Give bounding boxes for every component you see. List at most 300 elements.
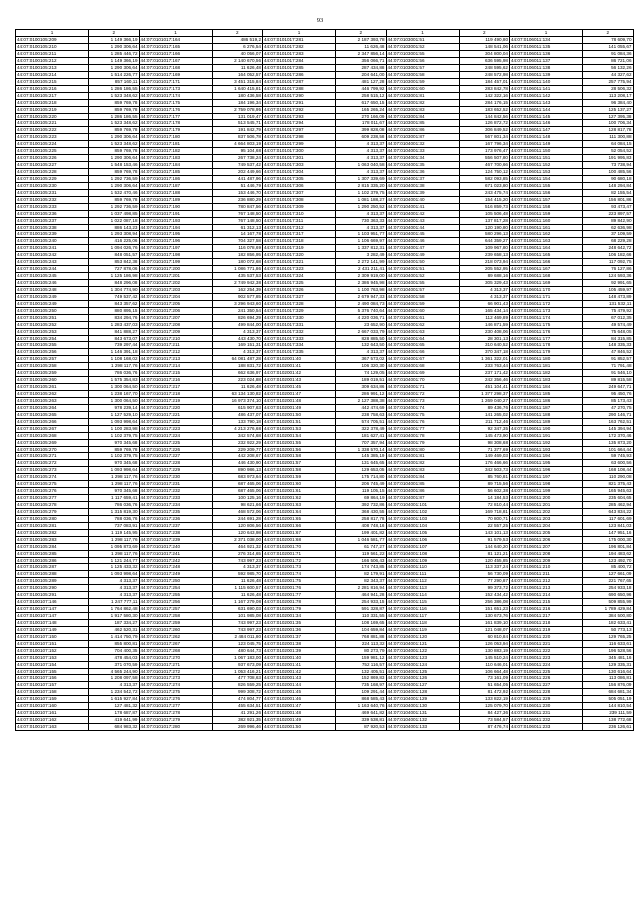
cadastral-number-cell: 44:07:0101017:256 [139,599,212,606]
cadastral-value-cell: 767 148,50 [212,210,263,217]
cadastral-value-cell: 683 973,64 [212,474,263,481]
cadastral-value-cell: 68 229,28 [583,238,634,245]
cadastral-number-cell: 44:07:0100105:219 [16,106,89,113]
cadastral-number-cell: 44:07:0100105:285 [16,550,89,557]
cadastral-value-cell: 91 546,10 [583,370,634,377]
cadastral-value-cell: 109 967,80 [459,245,510,252]
cadastral-number-cell: 44:07:0106011:161 [510,224,583,231]
cadastral-number-cell: 44:07:0100105:252 [16,321,89,328]
cadastral-number-cell: 44:07:0104001:45 [386,231,459,238]
cadastral-number-cell: 44:07:0102001:79 [263,606,336,613]
cadastral-value-cell: 101 985,08 [212,613,263,620]
table-row [16,599,634,606]
table-row [16,606,634,613]
cadastral-value-cell: 1 234 542,72 [89,689,140,696]
cadastral-value-cell: 1 290 306,64 [89,64,140,71]
cadastral-number-cell: 44:07:0103001:55 [386,51,459,58]
cadastral-number-cell: 44:07:0102001:71 [263,550,336,557]
cadastral-number-cell: 44:07:0101017:236 [139,515,212,522]
cadastral-value-cell: 187 334,27 [89,619,140,626]
cadastral-value-cell: 111 300,88 [583,134,634,141]
cadastral-value-cell: 89 842,90 [583,217,634,224]
cadastral-value-cell: 257 775,94 [583,78,634,85]
cadastral-value-cell: 11 626,48 [212,578,263,585]
cadastral-number-cell: 44:07:0102001:75 [263,578,336,585]
cadastral-number-cell: 44:07:0100105:265 [16,411,89,418]
cadastral-value-cell: 224 113,32 [336,640,387,647]
cadastral-number-cell: 44:07:0104001:112 [386,578,459,585]
cadastral-number-cell: 44:07:0100105:268 [16,432,89,439]
table-row [16,675,634,682]
cadastral-number-cell: 44:07:0101017:284 [263,58,336,65]
table-row [16,224,634,231]
cadastral-value-cell: 609 238,58 [336,134,387,141]
cadastral-value-cell: 868 585,43 [336,696,387,703]
cadastral-value-cell: 1 298 117,76 [89,363,140,370]
cadastral-value-cell: 1 615 927,84 [89,696,140,703]
cadastral-number-cell: 44:07:0101017:211 [139,342,212,349]
cadastral-number-cell: 44:07:0102001:66 [263,522,336,529]
cadastral-value-cell: 145 510,24 [459,654,510,661]
cadastral-value-cell: 1 523 348,62 [89,120,140,127]
cadastral-value-cell: 1 338 570,14 [336,446,387,453]
cadastral-value-cell: 826 559,25 [212,682,263,689]
cadastral-value-cell: 180 072,68 [212,259,263,266]
table-header-row [16,30,634,37]
cadastral-value-cell: 146 871,59 [459,321,510,328]
cadastral-value-cell: 175 000,30 [583,536,634,543]
cadastral-value-cell: 322 378,49 [336,425,387,432]
cadastral-value-cell: 1 269 040,27 [459,397,510,404]
cadastral-value-cell: 1 149 366,19 [89,37,140,44]
cadastral-value-cell: 175 714,80 [336,474,387,481]
cadastral-value-cell: 135 873,20 [583,439,634,446]
cadastral-value-cell: 152 869,83 [336,675,387,682]
cadastral-number-cell: 44:07:0100105:288 [16,571,89,578]
cadastral-value-cell: 902 577,85 [212,293,263,300]
cadastral-value-cell: 243 475,74 [459,189,510,196]
cadastral-number-cell: 44:07:0104001:128 [386,689,459,696]
cadastral-value-cell: 113 086,81 [583,675,634,682]
cadastral-number-cell: 44:07:0100105:258 [16,363,89,370]
cadastral-value-cell: 1 304 774,90 [89,286,140,293]
table-row [16,411,634,418]
cadastral-value-cell: 837 506,78 [212,134,263,141]
cadastral-value-cell: 148 473,89 [583,293,634,300]
table-row [16,647,634,654]
cadastral-number-cell: 44:07:0106011:172 [510,300,583,307]
cadastral-number-cell: 44:07:0101017:197 [139,245,212,252]
cadastral-value-cell: 66 901,43 [459,300,510,307]
cadastral-number-cell: 44:07:0102001:77 [263,592,336,599]
cadastral-value-cell: 196 801,84 [583,543,634,550]
cadastral-value-cell: 178 011,67 [336,120,387,127]
cadastral-number-cell: 44:07:0101017:297 [263,127,336,134]
cadastral-number-cell: 44:07:0101017:318 [263,238,336,245]
cadastral-value-cell: 96 384,40 [583,99,634,106]
cadastral-value-cell: 392 732,86 [336,502,387,509]
cadastral-number-cell: 44:07:0104001:102 [386,508,459,515]
table-row [16,99,634,106]
cadastral-number-cell: 44:07:0102001:56 [263,446,336,453]
cadastral-number-cell: 44:07:0104001:43 [386,217,459,224]
cadastral-value-cell: 516 859,73 [459,203,510,210]
cadastral-value-cell: 178 687,87 [89,710,140,717]
cadastral-number-cell: 44:07:0104001:71 [386,384,459,391]
cadastral-value-cell: 56 602,38 [459,488,510,495]
cadastral-number-cell: 44:07:0100105:209 [16,37,89,44]
table-row [16,51,634,58]
cadastral-number-cell: 44:07:0104001:126 [386,675,459,682]
cadastral-number-cell: 44:07:0106011:225 [510,668,583,675]
cadastral-number-cell: 44:07:0106011:165 [510,252,583,259]
cadastral-number-cell: 44:07:0104001:80 [386,446,459,453]
cadastral-number-cell: 44:07:0100105:228 [16,169,89,176]
cadastral-number-cell: 44:07:0101017:279 [139,717,212,724]
cadastral-value-cell: 4 313,37 [212,564,263,571]
cadastral-value-cell: 4 313,37 [336,169,387,176]
cadastral-value-cell: 290 146,71 [583,411,634,418]
table-row [16,682,634,689]
cadastral-value-cell: 239 658,13 [459,252,510,259]
cadastral-number-cell: 44:07:0106011:187 [510,404,583,411]
table-row [16,578,634,585]
table-row [16,280,634,287]
table-row [16,314,634,321]
cadastral-value-cell: 119 561,22 [336,550,387,557]
table-row [16,522,634,529]
cadastral-value-cell: 169 151,31 [212,342,263,349]
cadastral-number-cell: 44:07:0101017:308 [263,196,336,203]
cadastral-value-cell: 481 127,28 [336,78,387,85]
cadastral-number-cell: 44:07:0101017:268 [139,647,212,654]
cadastral-value-cell: 142 322,16 [459,92,510,99]
cadastral-value-cell: 1 095 873,69 [89,543,140,550]
cadastral-number-cell: 44:07:0100107:146 [16,599,89,606]
cadastral-value-cell: 165 265,24 [336,106,387,113]
cadastral-value-cell: 1 764 862,48 [89,606,140,613]
cadastral-value-cell: 44 327,62 [583,71,634,78]
cadastral-value-cell: 143 101,13 [459,529,510,536]
cadastral-value-cell: 442 208,67 [212,453,263,460]
cadastral-number-cell: 44:07:0101017:229 [139,467,212,474]
cadastral-number-cell: 44:07:0100105:253 [16,328,89,335]
cadastral-number-cell: 44:07:0106011:169 [510,280,583,287]
cadastral-number-cell: 44:07:0101017:231 [139,481,212,488]
cadastral-value-cell: 105 506,48 [459,210,510,217]
cadastral-value-cell: 258 817,78 [336,515,387,522]
cadastral-value-cell: 235 604,65 [583,495,634,502]
cadastral-number-cell: 44:07:0102001:63 [263,502,336,509]
cadastral-value-cell: 2 386 945,98 [336,280,387,287]
cadastral-number-cell: 44:07:0106011:141 [510,85,583,92]
cadastral-value-cell: 129 765,25 [583,633,634,640]
cadastral-value-cell: 435 537,53 [212,273,263,280]
cadastral-value-cell: 1 093 998,64 [89,571,140,578]
cadastral-number-cell: 44:07:0101017:206 [139,307,212,314]
cadastral-value-cell: 1 093 998,64 [89,418,140,425]
cadastral-number-cell: 44:07:0106011:175 [510,321,583,328]
cadastral-number-cell: 44:07:0106011:152 [510,162,583,169]
cadastral-number-cell: 44:07:0100105:287 [16,564,89,571]
cadastral-value-cell: 4 313,37 [336,349,387,356]
cadastral-number-cell: 44:07:0104001:124 [386,661,459,668]
table-row [16,640,634,647]
cadastral-number-cell: 44:07:0101017:332 [263,328,336,335]
cadastral-number-cell: 44:07:0101017:174 [139,92,212,99]
table-row [16,467,634,474]
cadastral-number-cell: 44:07:0103001:86 [386,127,459,134]
cadastral-value-cell: 173 976,47 [459,148,510,155]
cadastral-value-cell: 859 769,78 [89,446,140,453]
cadastral-number-cell: 44:07:0102001:39 [263,647,336,654]
cadastral-number-cell: 44:07:0100107:147 [16,613,89,620]
table-row [16,71,634,78]
cadastral-value-cell: 69 864,19 [336,495,387,502]
cadastral-number-cell: 44:07:0104001:57 [386,286,459,293]
cadastral-number-cell: 44:07:0100105:240 [16,238,89,245]
cadastral-number-cell: 44:07:0106011:213 [510,585,583,592]
cadastral-number-cell: 44:07:0104001:60 [386,307,459,314]
cadastral-value-cell: 120 643,98 [212,529,263,536]
table-row [16,217,634,224]
table-row [16,169,634,176]
table-row [16,564,634,571]
cadastral-number-cell: 44:07:0101017:319 [263,245,336,252]
cadastral-value-cell: 23 652,90 [336,321,387,328]
cadastral-number-cell: 44:07:0102001:73 [263,564,336,571]
cadastral-number-cell: 44:07:0104001:68 [386,363,459,370]
cadastral-number-cell: 44:07:0100107:149 [16,626,89,633]
cadastral-number-cell: 44:07:0102001:50 [263,724,336,731]
cadastral-number-cell: 44:07:0102001:72 [263,557,336,564]
cadastral-value-cell: 464 941,28 [336,592,387,599]
cadastral-number-cell: 44:07:0100105:280 [16,515,89,522]
cadastral-value-cell: 206 745,49 [336,481,387,488]
cadastral-value-cell: 81 472,92 [459,689,510,696]
cadastral-value-cell: 128 817,78 [583,127,634,134]
cadastral-value-cell: 704 327,58 [212,238,263,245]
cadastral-number-cell: 44:07:0100105:231 [16,189,89,196]
cadastral-number-cell: 44:07:0104001:66 [386,349,459,356]
cadastral-value-cell: 339 538,81 [336,717,387,724]
cadastral-number-cell: 44:07:0106011:163 [510,238,583,245]
cadastral-value-cell: 1 121 244,77 [89,557,140,564]
column-header: 1 [139,30,212,37]
cadastral-value-cell: 141 055,67 [583,44,634,51]
cadastral-number-cell: 44:07:0101017:167 [139,58,212,65]
cadastral-value-cell: 64 081 487,28 [212,356,263,363]
table-row [16,397,634,404]
cadastral-number-cell: 44:07:0100105:278 [16,502,89,509]
cadastral-number-cell: 44:07:0101017:171 [139,78,212,85]
cadastral-value-cell: 631 690,03 [212,606,263,613]
table-row [16,78,634,85]
cadastral-number-cell: 44:07:0100107:160 [16,703,89,710]
cadastral-number-cell: 44:07:0102001:47 [263,391,336,398]
cadastral-number-cell: 44:07:0100105:264 [16,404,89,411]
cadastral-value-cell: 116 633,61 [583,640,634,647]
cadastral-number-cell: 44:07:0106011:170 [510,286,583,293]
cadastral-number-cell: 44:07:0106011:171 [510,293,583,300]
cadastral-number-cell: 44:07:0101017:299 [263,141,336,148]
cadastral-value-cell: 1 298 117,76 [89,481,140,488]
cadastral-value-cell: 1 067 183,00 [212,654,263,661]
cadastral-value-cell: 254 933,18 [583,585,634,592]
table-row [16,495,634,502]
table-row [16,307,634,314]
cadastral-number-cell: 44:07:0100107:157 [16,682,89,689]
cadastral-value-cell: 101 664,44 [583,446,634,453]
table-row [16,175,634,182]
cadastral-value-cell: 87 476,74 [459,724,510,731]
cadastral-number-cell: 44:07:0100107:162 [16,717,89,724]
cadastral-value-cell: 75 479,92 [583,307,634,314]
cadastral-number-cell: 44:07:0102001:40 [263,654,336,661]
cadastral-value-cell: 41 291,26 [212,710,263,717]
cadastral-number-cell: 44:07:0100105:281 [16,522,89,529]
table-row [16,717,634,724]
cadastral-value-cell: 446 430,90 [212,460,263,467]
cadastral-number-cell: 44:07:0104001:79 [386,439,459,446]
cadastral-value-cell: 886 143,23 [89,224,140,231]
cadastral-number-cell: 44:07:0100105:275 [16,481,89,488]
cadastral-number-cell: 44:07:0106011:208 [510,550,583,557]
cadastral-number-cell: 44:07:0101017:312 [263,224,336,231]
cadastral-number-cell: 44:07:0106011:221 [510,640,583,647]
cadastral-value-cell: 4 313,37 [336,141,387,148]
cadastral-number-cell: 44:07:0100107:161 [16,710,89,717]
cadastral-number-cell: 44:07:0106011:153 [510,169,583,176]
cadastral-number-cell: 44:07:0104001:32 [386,141,459,148]
table-row [16,85,634,92]
cadastral-number-cell: 44:07:0106011:222 [510,647,583,654]
cadastral-number-cell: 44:07:0104001:81 [386,453,459,460]
cadastral-number-cell: 44:07:0101017:235 [139,508,212,515]
cadastral-value-cell: 93 473,47 [583,203,634,210]
cadastral-value-cell: 221 767,65 [583,578,634,585]
cadastral-number-cell: 44:07:0100105:217 [16,92,89,99]
cadastral-value-cell: 467 700,66 [459,162,510,169]
cadastral-value-cell: 451 104,41 [459,384,510,391]
cadastral-value-cell: 1 108 168,02 [89,356,140,363]
cadastral-value-cell: 196 528,56 [583,647,634,654]
cadastral-value-cell: 85 173,43 [583,397,634,404]
cadastral-value-cell: 1 286 186,55 [89,85,140,92]
cadastral-number-cell: 44:07:0101017:180 [139,134,212,141]
cadastral-number-cell: 44:07:0104001:40 [386,196,459,203]
cadastral-value-cell: 1 127 529,10 [89,411,140,418]
cadastral-value-cell: 592 985,70 [212,571,263,578]
cadastral-value-cell: 166 506,43 [336,557,387,564]
cadastral-value-cell: 89 688,16 [459,273,510,280]
cadastral-number-cell: 44:07:0106011:203 [510,515,583,522]
cadastral-value-cell: 310 640,52 [459,342,510,349]
cadastral-number-cell: 44:07:0100105:226 [16,155,89,162]
table-row [16,654,634,661]
cadastral-number-cell: 44:07:0100107:163 [16,724,89,731]
cadastral-number-cell: 44:07:0103001:85 [386,120,459,127]
table-row [16,293,634,300]
table-row [16,363,634,370]
cadastral-number-cell: 44:07:0106011:151 [510,155,583,162]
cadastral-value-cell: 287 434,88 [336,64,387,71]
cadastral-value-cell: 232 922,29 [212,439,263,446]
table-row [16,585,634,592]
cadastral-number-cell: 44:07:0100105:230 [16,182,89,189]
cadastral-value-cell: 159 981,12 [336,654,387,661]
cadastral-value-cell: 767 148,50 [212,217,263,224]
cadastral-number-cell: 44:07:0106011:189 [510,418,583,425]
cadastral-value-cell: 249 647,71 [583,384,634,391]
cadastral-number-cell: 44:07:0102001:51 [263,418,336,425]
cadastral-value-cell: 285 462,94 [583,502,634,509]
cadastral-value-cell: 2 484 011,80 [212,633,263,640]
cadastral-value-cell: 1 125 186,98 [89,273,140,280]
table-row [16,356,634,363]
cadastral-number-cell: 44:07:0101017:276 [139,696,212,703]
cadastral-number-cell: 44:07:0100105:272 [16,460,89,467]
cadastral-value-cell: 82 155,54 [583,189,634,196]
cadastral-number-cell: 44:07:0102001:45 [263,689,336,696]
cadastral-value-cell: 859 769,78 [89,148,140,155]
cadastral-number-cell: 44:07:0101017:184 [139,162,212,169]
cadastral-number-cell: 44:07:0100107:159 [16,696,89,703]
cadastral-value-cell: 230 408,06 [459,328,510,335]
cadastral-value-cell: 11 626,48 [212,384,263,391]
cadastral-value-cell: 591 328,87 [336,606,387,613]
cadastral-value-cell: 61 312,13 [212,224,263,231]
cadastral-number-cell: 44:07:0106011:229 [510,696,583,703]
cadastral-value-cell: 1 046 581,77 [336,536,387,543]
cadastral-value-cell: 145 473,90 [459,432,510,439]
cadastral-value-cell: 189 019,51 [336,377,387,384]
cadastral-value-cell: 218 073,94 [459,259,510,266]
cadastral-value-cell: 304 800,04 [459,51,510,58]
cadastral-number-cell: 44:07:0100107:155 [16,668,89,675]
cadastral-number-cell: 44:07:0100105:225 [16,148,89,155]
cadastral-value-cell: 123 045,75 [212,640,263,647]
cadastral-number-cell: 44:07:0106011:198 [510,481,583,488]
cadastral-number-cell: 44:07:0104001:104 [386,522,459,529]
cadastral-number-cell: 44:07:0101017:204 [139,293,212,300]
cadastral-value-cell: 117 092,75 [583,259,634,266]
cadastral-number-cell: 44:07:0101017:333 [263,335,336,342]
cadastral-value-cell: 2 371 038,00 [212,536,263,543]
table-row [16,689,634,696]
cadastral-number-cell: 44:07:0102001:49 [263,404,336,411]
cadastral-number-cell: 44:07:0104001:44 [386,224,459,231]
table-row [16,335,634,342]
column-header: 1 [510,30,583,37]
cadastral-number-cell: 44:07:0102001:40 [263,356,336,363]
cadastral-value-cell: 1 094 026,76 [89,245,140,252]
cadastral-value-cell: 76 127,86 [583,266,634,273]
cadastral-value-cell: 2 490 084,73 [336,300,387,307]
cadastral-number-cell: 44:07:0104001:41 [386,203,459,210]
cadastral-number-cell: 44:07:0104001:103 [386,515,459,522]
cadastral-value-cell: 464 921,32 [212,543,263,550]
cadastral-value-cell: 499 844,00 [212,321,263,328]
table-row [16,668,634,675]
cadastral-number-cell: 44:07:0100105:236 [16,210,89,217]
cadastral-number-cell: 44:07:0100105:238 [16,224,89,231]
cadastral-value-cell: 144 842,56 [459,113,510,120]
cadastral-value-cell: 100 485,56 [583,169,634,176]
cadastral-value-cell: 73 161,09 [459,675,510,682]
cadastral-number-cell: 44:07:0100105:270 [16,446,89,453]
cadastral-number-cell: 44:07:0101017:271 [139,661,212,668]
